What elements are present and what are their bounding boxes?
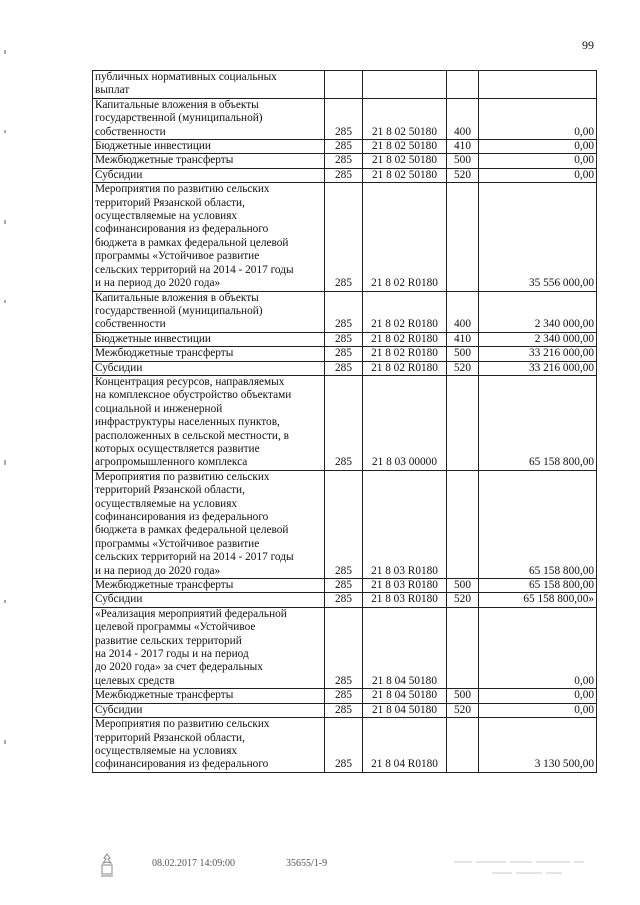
cell-target-article: 21 8 02 R0180 xyxy=(363,361,447,375)
cell-name: Субсидии xyxy=(93,593,325,607)
table-row xyxy=(93,291,597,332)
cell-name: Межбюджетные трансферты xyxy=(93,154,325,168)
cell-target-article: 21 8 04 50180 xyxy=(363,703,447,717)
cell-ministry-code: 285 xyxy=(325,703,363,717)
cell-amount: 0,00 xyxy=(479,168,597,182)
cell-name: Капитальные вложения в объекты государственной (муниципальной) собственности xyxy=(93,291,325,332)
cell-ministry-code: 285 xyxy=(325,332,363,346)
cell-amount: 3 130 500,00 xyxy=(479,718,597,773)
cell-expense-type xyxy=(447,718,479,773)
cell-amount: 33 216 000,00 xyxy=(479,361,597,375)
table-row xyxy=(93,140,597,154)
cell-amount: 65 158 800,00 xyxy=(479,579,597,593)
cell-amount: 0,00 xyxy=(479,607,597,688)
cell-target-article: 21 8 04 R0180 xyxy=(363,718,447,773)
cell-target-article: 21 8 02 50180 xyxy=(363,168,447,182)
cell-target-article: 21 8 02 50180 xyxy=(363,154,447,168)
cell-expense-type xyxy=(447,71,479,99)
scan-margin-marks xyxy=(4,40,7,820)
cell-name: Мероприятия по развитию сельских территорий Рязанской области, осуществляемые на условиях софинансирования из федерального бюджета в рамках федеральной целевой программы «Устойчивое развитие сельских территорий на 2014 - 2017 годы и на период до 2020 года» xyxy=(93,470,325,578)
cell-name: публичных нормативных социальных выплат xyxy=(93,71,325,99)
table-row xyxy=(93,607,597,688)
cell-target-article: 21 8 04 50180 xyxy=(363,607,447,688)
cell-target-article: 21 8 02 R0180 xyxy=(363,183,447,291)
cell-expense-type: 400 xyxy=(447,98,479,139)
cell-amount: 0,00 xyxy=(479,140,597,154)
registration-stamp xyxy=(452,857,588,879)
table-row xyxy=(93,375,597,470)
cell-amount: 33 216 000,00 xyxy=(479,347,597,361)
footer-doc-number: 35655/1-9 xyxy=(286,858,328,869)
cell-ministry-code xyxy=(325,71,363,99)
cell-ministry-code: 285 xyxy=(325,579,363,593)
cell-expense-type: 520 xyxy=(447,361,479,375)
cell-ministry-code: 285 xyxy=(325,140,363,154)
table-row xyxy=(93,332,597,346)
cell-expense-type: 500 xyxy=(447,154,479,168)
cell-target-article: 21 8 04 50180 xyxy=(363,689,447,703)
table-row xyxy=(93,98,597,139)
cell-ministry-code: 285 xyxy=(325,607,363,688)
budget-table xyxy=(92,70,597,773)
cell-name: Субсидии xyxy=(93,361,325,375)
cell-name: Межбюджетные трансферты xyxy=(93,347,325,361)
page-number: 99 xyxy=(582,38,594,52)
table-row xyxy=(93,183,597,291)
cell-amount: 0,00 xyxy=(479,703,597,717)
cell-ministry-code: 285 xyxy=(325,183,363,291)
cell-amount: 65 158 800,00 xyxy=(479,470,597,578)
cell-name: Субсидии xyxy=(93,703,325,717)
table-row xyxy=(93,593,597,607)
cell-amount: 0,00 xyxy=(479,689,597,703)
cell-ministry-code: 285 xyxy=(325,689,363,703)
cell-expense-type xyxy=(447,375,479,470)
table-row xyxy=(93,154,597,168)
cell-name: Мероприятия по развитию сельских территорий Рязанской области, осуществляемые на условиях софинансирования из федерального бюджета в рамках федеральной целевой программы «Устойчивое развитие сельских территорий на 2014 - 2017 годы и на период до 2020 года» xyxy=(93,183,325,291)
table-row xyxy=(93,71,597,99)
cell-amount: 0,00 xyxy=(479,154,597,168)
cell-target-article: 21 8 03 00000 xyxy=(363,375,447,470)
cell-target-article: 21 8 02 50180 xyxy=(363,140,447,154)
cell-amount xyxy=(479,71,597,99)
cell-ministry-code: 285 xyxy=(325,154,363,168)
cell-expense-type: 520 xyxy=(447,168,479,182)
cell-ministry-code: 285 xyxy=(325,593,363,607)
cell-target-article xyxy=(363,71,447,99)
table-row xyxy=(93,703,597,717)
table-row xyxy=(93,361,597,375)
cell-ministry-code: 285 xyxy=(325,375,363,470)
cell-expense-type: 400 xyxy=(447,291,479,332)
cell-target-article: 21 8 02 R0180 xyxy=(363,291,447,332)
table-row xyxy=(93,579,597,593)
cell-amount: 0,00 xyxy=(479,98,597,139)
cell-amount: 65 158 800,00» xyxy=(479,593,597,607)
cell-name: Межбюджетные трансферты xyxy=(93,689,325,703)
cell-name: Мероприятия по развитию сельских территорий Рязанской области, осуществляемые на условиях софинансирования из федерального xyxy=(93,718,325,773)
cell-target-article: 21 8 03 R0180 xyxy=(363,470,447,578)
cell-expense-type xyxy=(447,470,479,578)
cell-target-article: 21 8 02 50180 xyxy=(363,98,447,139)
cell-ministry-code: 285 xyxy=(325,718,363,773)
cell-expense-type xyxy=(447,183,479,291)
cell-expense-type: 410 xyxy=(447,332,479,346)
cell-ministry-code: 285 xyxy=(325,347,363,361)
cell-amount: 35 556 000,00 xyxy=(479,183,597,291)
cell-expense-type: 520 xyxy=(447,593,479,607)
footer-timestamp: 08.02.2017 14:09:00 xyxy=(152,858,236,869)
table-row xyxy=(93,347,597,361)
table-row xyxy=(93,470,597,578)
cell-name: Бюджетные инвестиции xyxy=(93,332,325,346)
cell-expense-type: 500 xyxy=(447,579,479,593)
cell-expense-type xyxy=(447,607,479,688)
cell-name: «Реализация мероприятий федеральной целевой программы «Устойчивое развитие сельских территорий на 2014 - 2017 годы и на период до 2020 года» за счет федеральных целевых средств xyxy=(93,607,325,688)
cell-ministry-code: 285 xyxy=(325,168,363,182)
cell-ministry-code: 285 xyxy=(325,470,363,578)
cell-expense-type: 520 xyxy=(447,703,479,717)
cell-expense-type: 500 xyxy=(447,347,479,361)
cell-target-article: 21 8 02 R0180 xyxy=(363,332,447,346)
cell-expense-type: 500 xyxy=(447,689,479,703)
cell-target-article: 21 8 03 R0180 xyxy=(363,593,447,607)
coat-of-arms-icon xyxy=(98,852,116,880)
cell-expense-type: 410 xyxy=(447,140,479,154)
cell-ministry-code: 285 xyxy=(325,291,363,332)
cell-amount: 2 340 000,00 xyxy=(479,291,597,332)
cell-amount: 65 158 800,00 xyxy=(479,375,597,470)
table-row xyxy=(93,168,597,182)
cell-target-article: 21 8 02 R0180 xyxy=(363,347,447,361)
table-row xyxy=(93,689,597,703)
cell-amount: 2 340 000,00 xyxy=(479,332,597,346)
cell-target-article: 21 8 03 R0180 xyxy=(363,579,447,593)
cell-name: Концентрация ресурсов, направляемых на комплексное обустройство объектами социальной и инженерной инфраструктуры населенных пунктов, расположенных в сельской местности, в которых осуществляется развитие агропромышленного комплекса xyxy=(93,375,325,470)
cell-name: Межбюджетные трансферты xyxy=(93,579,325,593)
cell-ministry-code: 285 xyxy=(325,361,363,375)
cell-name: Капитальные вложения в объекты государственной (муниципальной) собственности xyxy=(93,98,325,139)
cell-name: Бюджетные инвестиции xyxy=(93,140,325,154)
cell-name: Субсидии xyxy=(93,168,325,182)
cell-ministry-code: 285 xyxy=(325,98,363,139)
table-row xyxy=(93,718,597,773)
